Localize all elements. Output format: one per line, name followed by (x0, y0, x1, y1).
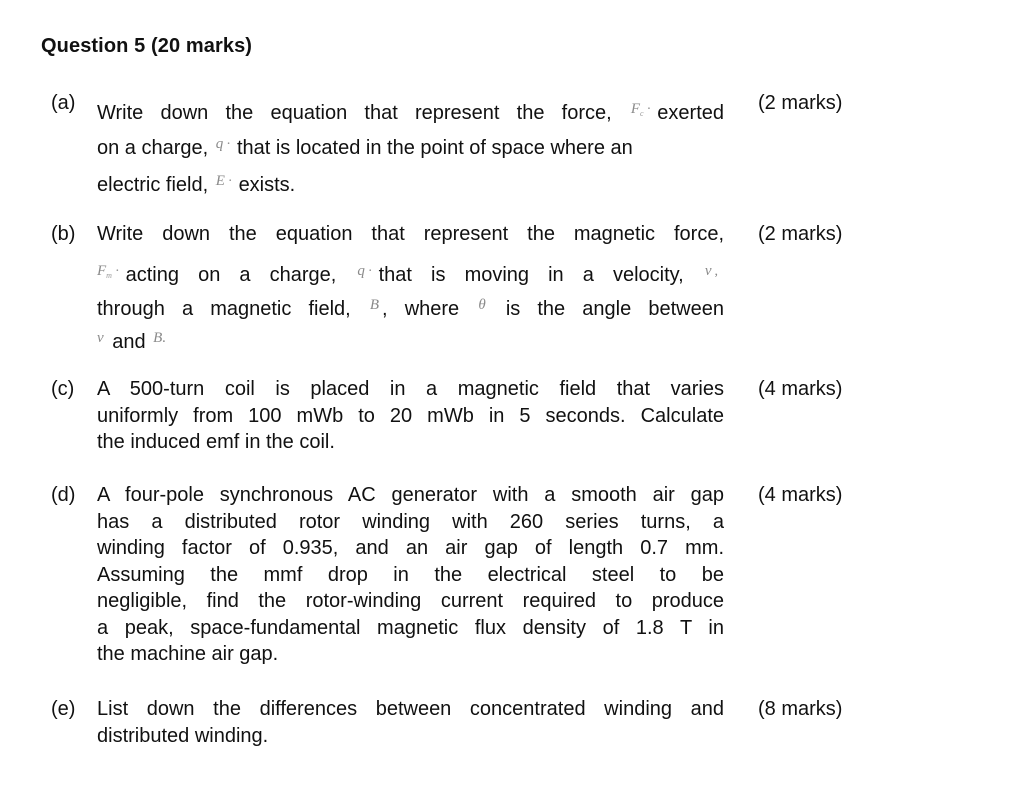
symbol-charge-b: q (357, 262, 365, 279)
part-b-line-2: $^{F_m}$ · acting on a charge, $^q$ · that is moving in a velocity, $^v$ , (97, 262, 719, 286)
part-d-line: has a distributed rotor winding with 260 series turns, a (97, 510, 724, 533)
part-b-line-3: through a magnetic field, $^B$ , where $^\theta$ is the angle between (97, 297, 724, 320)
symbol-magnetic-field-2: B. (153, 329, 167, 346)
part-d-text (97, 482, 724, 668)
part-b-text (97, 221, 724, 357)
part-b-marks: (2 marks) (758, 223, 843, 245)
part-d-line: winding factor of 0.935, and an air gap of length 0.7 mm. (97, 537, 724, 559)
symbol-magnetic-field: B (369, 297, 380, 313)
symbol-force-magnetic: Fm (97, 262, 112, 280)
symbol-theta: θ (478, 297, 486, 313)
part-d-line: the machine air gap. (97, 643, 279, 665)
part-d-line: a peak, space-fundamental magnetic flux density of 1.8 T in (97, 616, 724, 639)
part-a-line-3: electric field, $^E$ · exists. (97, 173, 296, 196)
part-a-label: (a) (51, 92, 76, 114)
part-d-line: Assuming the mmf drop in the electrical steel to be (97, 563, 724, 586)
part-c-marks: (4 marks) (758, 378, 843, 400)
question-title: Question 5 (20 marks) (41, 35, 253, 57)
part-c-label: (c) (51, 378, 75, 400)
part-a-line-1: Write down the equation that represent the force, $^{F_c}$ · exerted (97, 101, 724, 124)
part-c-text (97, 376, 724, 456)
part-d-label: (d) (51, 484, 76, 506)
part-b-line-1: Write down the equation that represent the magnetic force, (97, 223, 724, 245)
part-e-line: List down the differences between concentrated winding and (97, 698, 724, 720)
part-d-marks: (4 marks) (758, 484, 843, 506)
part-e-line: distributed winding. (97, 724, 269, 747)
part-a-line-2: on a charge, $^q$ · that is located in the point of space where an (97, 135, 633, 159)
part-a-marks: (2 marks) (758, 92, 843, 114)
symbol-force-electric: Fc (630, 101, 644, 118)
part-c-line: A 500-turn coil is placed in a magnetic field that varies (97, 378, 724, 400)
symbol-electric-field: E (215, 173, 225, 189)
part-e-marks: (8 marks) (758, 698, 843, 720)
part-e-text (97, 696, 724, 749)
symbol-velocity-2: v (97, 329, 104, 346)
part-c-line: the induced emf in the coil. (97, 431, 335, 453)
part-d-line: A four-pole synchronous AC generator with a smooth air gap (97, 484, 724, 506)
part-b-label: (b) (51, 223, 76, 245)
part-a-text (97, 90, 724, 202)
part-b-line-4: $^v$ and $^{B.}$ (97, 329, 167, 353)
part-c-line: uniformly from 100 mWb to 20 mWb in 5 seconds. Calculate (97, 404, 724, 427)
symbol-velocity: v (704, 262, 712, 279)
part-d-line: negligible, find the rotor-winding current required to produce (97, 590, 724, 612)
symbol-charge: q (215, 135, 224, 152)
part-e-label: (e) (51, 698, 76, 720)
